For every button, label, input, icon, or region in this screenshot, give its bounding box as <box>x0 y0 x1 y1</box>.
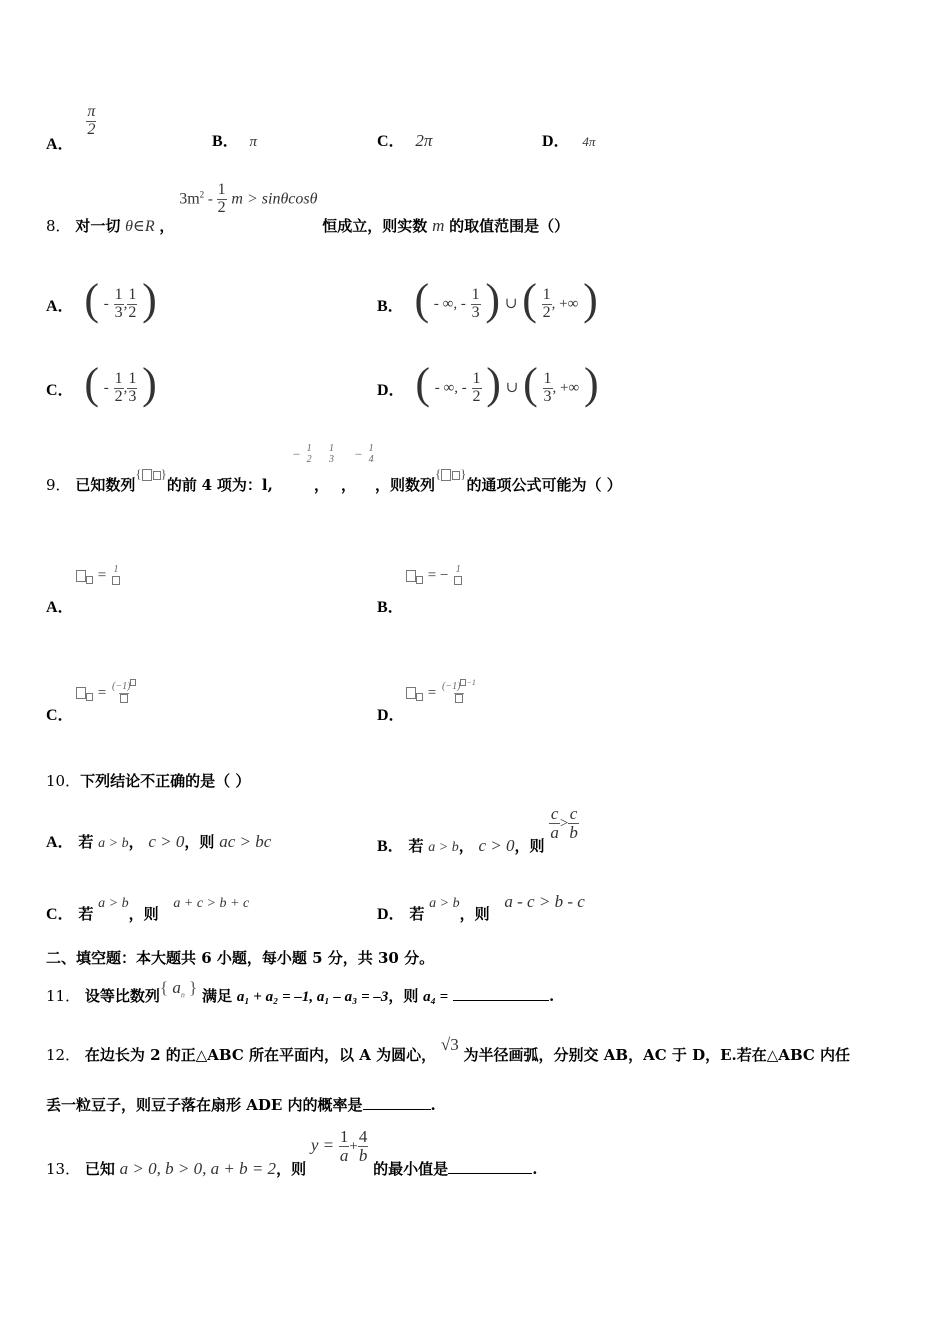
numerator: (−1) <box>442 681 461 692</box>
option-text: ， <box>458 837 474 856</box>
math-expr: 3m <box>179 190 200 208</box>
q9-formula-a <box>76 565 121 586</box>
math-expr: , +∞ <box>551 296 579 312</box>
q9-option-c <box>46 702 74 725</box>
fraction <box>471 287 481 322</box>
question-text: 的最小值是 <box>373 1160 449 1179</box>
fraction <box>328 444 335 465</box>
first-term: l, <box>261 476 273 494</box>
option-text: 若 <box>78 905 94 923</box>
option-label: B． <box>377 838 404 856</box>
option-label: B． <box>212 133 239 150</box>
fraction <box>127 287 137 322</box>
question-number: 13． <box>46 1160 81 1179</box>
minus: - <box>103 296 109 312</box>
math-expr: a > b <box>428 840 459 856</box>
union: ∪ <box>504 296 518 312</box>
math-expr: a > 0, b > 0, a + b = 2 <box>119 1159 277 1179</box>
answer-blank[interactable] <box>448 1159 532 1174</box>
q9-term-4 <box>354 444 375 465</box>
fraction <box>472 371 482 406</box>
option-label: A． <box>46 136 74 154</box>
option-label: C． <box>377 133 405 150</box>
q9-option-b <box>377 594 404 617</box>
math-expr: a > b <box>98 896 129 911</box>
denominator: 3 <box>128 387 137 405</box>
numerator: c <box>569 804 578 823</box>
math-expr: , +∞ <box>552 380 580 396</box>
question-text: 在边长为 2 的正△ABC 所在平面内，以 A 为圆心， <box>84 1046 437 1064</box>
question-13 <box>46 1127 538 1179</box>
math-expr: ac > bc <box>219 832 272 851</box>
option-label: D． <box>377 382 405 399</box>
option-text: 若 <box>409 905 425 923</box>
paren: ) <box>583 359 599 408</box>
fraction <box>441 678 477 704</box>
fraction <box>111 682 137 704</box>
question-text: 对一切 <box>75 217 121 236</box>
plus: + <box>349 1138 358 1155</box>
question-text: 的取值范围是（） <box>449 217 570 236</box>
numerator: 1 <box>306 443 312 454</box>
denominator: 2 <box>128 303 137 321</box>
number: 4 <box>201 476 213 494</box>
paren: ) <box>583 275 598 324</box>
numerator: 1 <box>543 369 552 387</box>
numerator: 1 <box>114 369 123 387</box>
fraction <box>217 182 227 217</box>
question-text: 恒成立，则实数 <box>322 217 428 236</box>
punct: ， <box>314 476 330 494</box>
paren: ( <box>522 275 537 324</box>
numerator: c <box>550 804 559 823</box>
math-expr: a + c > b + c <box>173 896 250 911</box>
denominator: a <box>339 1145 349 1165</box>
q9-term-2 <box>292 444 313 465</box>
option-label: C． <box>46 906 74 923</box>
q9-comma <box>314 474 329 495</box>
question-10 <box>46 770 250 791</box>
math-expr: a₄ = <box>423 989 449 1005</box>
q7-option-c <box>377 128 432 151</box>
question-9 <box>46 466 273 495</box>
q9-option-a <box>46 594 74 617</box>
q10-option-c <box>46 896 250 924</box>
question-8 <box>46 181 570 236</box>
numerator: 1 <box>455 564 461 575</box>
math-expr: a₁ + a₂ = –1, a₁ – a₃ = –3 <box>236 989 389 1005</box>
option-text: 若 <box>408 837 424 856</box>
numerator: 1 <box>128 369 137 387</box>
question-number: 9． <box>46 476 71 494</box>
option-label: C． <box>46 707 74 724</box>
paren: ) <box>486 359 501 408</box>
sequence-brace: { } <box>135 466 167 481</box>
paren: ( <box>84 275 99 324</box>
question-text: ，则数列 <box>375 476 436 494</box>
union: ∪ <box>505 380 519 396</box>
greater-than: > <box>559 815 569 832</box>
q9-option-d <box>377 702 405 725</box>
question-text: 设等比数列 <box>84 987 160 1005</box>
option-label: D． <box>377 906 405 923</box>
fraction <box>86 104 96 139</box>
denominator: b <box>358 1145 368 1165</box>
denominator: a <box>550 822 559 842</box>
numerator: 1 <box>472 369 481 387</box>
option-text: ，则 <box>459 905 490 923</box>
minus: - <box>103 380 109 396</box>
paren: ) <box>142 359 157 408</box>
option-value: 2π <box>415 131 433 150</box>
question-text: 项为： <box>216 476 262 494</box>
section-heading: 二、填空题：本大题共 6 小题，每小题 5 分，共 30 分。 <box>46 949 435 967</box>
fraction <box>568 805 579 842</box>
q10-option-d <box>377 892 585 924</box>
minus: − <box>292 446 301 462</box>
punct: ， <box>341 476 357 494</box>
fraction <box>543 371 553 406</box>
option-text: ，则 <box>128 905 159 923</box>
numerator: 1 <box>329 443 334 454</box>
option-label: D． <box>377 707 405 724</box>
option-text: ，则 <box>514 837 545 856</box>
equals: = <box>97 567 107 584</box>
question-12-line2 <box>46 1094 436 1115</box>
q8-option-c: C． ( - $\frac{1}{2}$ , $\frac{1}{3}$ ) <box>46 359 157 408</box>
math-expr: - ∞, - <box>433 296 466 312</box>
fraction <box>114 371 124 406</box>
math-expr: m > sinθcosθ <box>231 190 318 208</box>
fraction <box>358 1128 369 1165</box>
denominator: 3 <box>329 453 334 465</box>
numerator: 4 <box>358 1127 368 1146</box>
denominator: 4 <box>368 453 374 465</box>
question-number: 12． <box>46 1046 81 1064</box>
answer-blank[interactable] <box>363 1095 431 1110</box>
minus: − <box>354 446 363 462</box>
denominator: 2 <box>472 387 481 405</box>
q9-comma <box>341 474 356 495</box>
subscript: n <box>180 990 185 1000</box>
question-11 <box>46 978 555 1007</box>
answer-blank[interactable] <box>453 986 549 1001</box>
fraction <box>111 565 121 586</box>
q8-option-b <box>377 268 598 324</box>
denominator: 3 <box>543 387 552 405</box>
inequality <box>179 182 317 217</box>
fraction <box>542 287 552 322</box>
option-text: ， <box>128 833 144 851</box>
option-value: π <box>249 134 257 150</box>
numerator: 1 <box>542 285 551 303</box>
denominator: 2 <box>217 198 226 216</box>
denominator: 2 <box>542 303 551 321</box>
paren: ) <box>485 275 501 324</box>
q9-formula-b <box>406 565 463 586</box>
numerator: 1 <box>217 181 226 198</box>
option-label: A． <box>46 599 74 616</box>
question-text: 满足 <box>202 987 233 1005</box>
question-text: 丢一粒豆子，则豆子落在扇形 ADE 内的概率是 <box>46 1096 363 1114</box>
numerator: 1 <box>339 1127 349 1146</box>
question-12 <box>46 1035 851 1065</box>
denominator: 3 <box>471 303 480 321</box>
math-expr: c > 0 <box>148 832 185 851</box>
math-expr: a > b <box>98 836 129 851</box>
q9-term-3 <box>328 444 335 465</box>
question-text: ，则 <box>388 987 419 1005</box>
sequence-brace: { $a_n$ } <box>159 978 198 1000</box>
denominator: 2 <box>87 120 96 138</box>
denominator: b <box>569 822 578 842</box>
math-expr: y = <box>310 1135 335 1155</box>
option-text: 若 <box>78 833 94 851</box>
minus: - <box>204 191 217 208</box>
q7-option-d <box>542 128 595 151</box>
q9-formula-c <box>76 682 137 704</box>
question-text: 的通项公式可能为（ ） <box>466 476 622 494</box>
paren: ( <box>415 359 430 408</box>
numerator: 1 <box>471 285 480 303</box>
math-expr: c > 0 <box>478 836 515 856</box>
question-text: 的前 <box>166 476 197 494</box>
q9-formula-d <box>406 678 477 704</box>
q8-option-a: A． ( - $\frac{1}{3}$ , $\frac{1}{2}$ ) <box>46 275 157 324</box>
q7-option-a <box>46 103 96 154</box>
punct: . <box>548 987 555 1005</box>
question-number: 10． <box>46 772 81 790</box>
math-var: a <box>172 978 181 997</box>
question-text: ，则 <box>276 1160 307 1179</box>
numerator: 1 <box>128 285 137 303</box>
numerator: (−1) <box>112 681 131 692</box>
superscript: 2 <box>199 189 205 200</box>
paren: ) <box>142 275 157 324</box>
option-label: C． <box>46 382 74 399</box>
punct: . <box>532 1160 538 1179</box>
math-expr: √3 <box>440 1035 459 1054</box>
fraction <box>549 805 560 842</box>
option-label: B． <box>377 599 404 616</box>
numerator: π <box>87 103 96 120</box>
math-var: m <box>432 216 445 236</box>
exponent: −1 <box>466 678 476 687</box>
paren: ( <box>523 359 538 408</box>
numerator: 1 <box>114 285 123 303</box>
denominator: 2 <box>306 453 312 465</box>
punct: . <box>430 1096 436 1114</box>
option-label: A． <box>46 298 74 315</box>
equals: = <box>427 685 437 701</box>
equals: = <box>97 685 107 701</box>
option-label: B． <box>377 298 404 315</box>
fraction <box>127 371 137 406</box>
equals: = − <box>427 567 449 584</box>
option-text: ，则 <box>184 833 215 851</box>
numerator: 1 <box>113 564 119 575</box>
punct: ， <box>159 217 175 236</box>
fraction <box>114 287 124 322</box>
q9-tail <box>375 466 622 495</box>
denominator: 3 <box>114 303 123 321</box>
paren: ( <box>84 359 99 408</box>
math-expr: θ∈R <box>125 218 155 236</box>
fraction <box>368 444 375 465</box>
question-number: 8． <box>46 217 71 236</box>
math-expr: a - c > b - c <box>504 892 585 911</box>
question-number: 11． <box>46 987 81 1005</box>
q8-option-d <box>377 352 599 408</box>
denominator: 2 <box>114 387 123 405</box>
question-text: 已知 <box>84 1160 115 1179</box>
paren: ( <box>414 275 430 324</box>
q10-option-a <box>46 829 271 852</box>
option-label: D． <box>542 133 570 150</box>
question-text: 下列结论不正确的是（ ） <box>80 772 251 790</box>
math-expr: a > b <box>429 896 460 911</box>
question-text: 已知数列 <box>75 476 136 494</box>
fraction <box>453 565 463 586</box>
math-expr: - ∞, - <box>434 380 467 396</box>
fraction <box>306 444 313 465</box>
q7-option-b <box>212 128 257 151</box>
numerator: 1 <box>368 443 374 454</box>
option-label: A． <box>46 834 74 851</box>
sequence-brace: { } <box>435 466 467 481</box>
fraction <box>339 1128 350 1165</box>
option-value: 4π <box>582 134 596 149</box>
q10-option-b <box>377 804 579 856</box>
question-text: 为半径画弧，分别交 AB，AC 于 D，E.若在△ABC 内任 <box>463 1046 851 1064</box>
